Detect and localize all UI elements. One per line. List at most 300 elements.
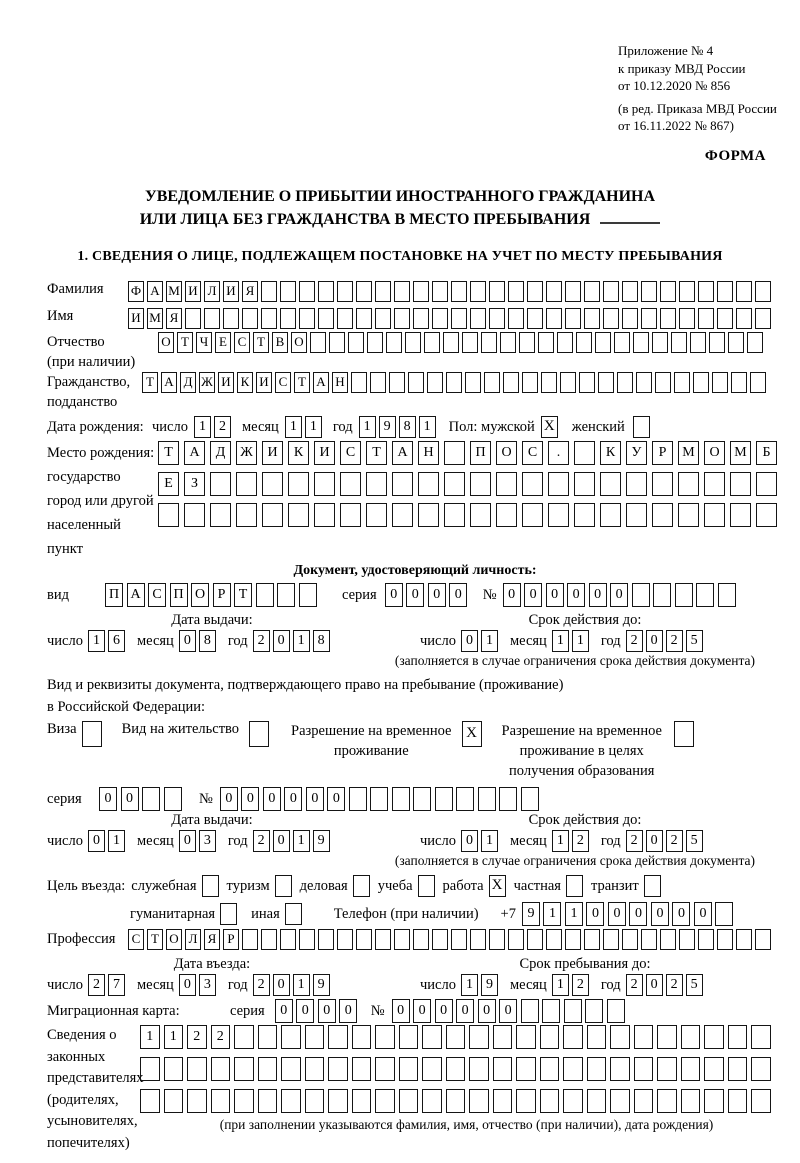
char-box[interactable]	[422, 1057, 442, 1081]
char-box[interactable]	[751, 1057, 771, 1081]
char-box[interactable]	[469, 1089, 489, 1113]
char-box[interactable]	[375, 1089, 395, 1113]
char-box[interactable]	[451, 281, 467, 302]
char-box[interactable]	[223, 308, 239, 329]
char-box[interactable]	[413, 281, 429, 302]
char-box[interactable]	[142, 787, 160, 811]
char-box[interactable]: 1	[461, 974, 478, 996]
char-box[interactable]	[329, 332, 345, 353]
char-box[interactable]	[610, 1025, 630, 1049]
char-box[interactable]: Ф	[128, 281, 144, 302]
char-box[interactable]: Б	[756, 441, 777, 465]
char-box[interactable]	[736, 929, 752, 950]
char-box[interactable]	[548, 503, 569, 527]
char-box[interactable]	[641, 281, 657, 302]
char-box[interactable]	[210, 472, 231, 496]
char-box[interactable]: Ч	[196, 332, 212, 353]
char-box[interactable]	[413, 308, 429, 329]
char-box[interactable]: И	[314, 441, 335, 465]
char-box[interactable]	[394, 281, 410, 302]
char-box[interactable]: 0	[503, 583, 521, 607]
char-box[interactable]: Т	[234, 583, 252, 607]
char-box[interactable]: 2	[666, 974, 683, 996]
char-box[interactable]: 2	[211, 1025, 231, 1049]
char-box[interactable]	[405, 332, 421, 353]
char-box[interactable]	[187, 1089, 207, 1113]
char-box[interactable]	[522, 372, 538, 393]
char-box[interactable]	[709, 332, 725, 353]
char-box[interactable]: 0	[499, 999, 517, 1023]
char-box[interactable]	[422, 1089, 442, 1113]
char-box[interactable]: А	[161, 372, 177, 393]
char-box[interactable]: 0	[318, 999, 336, 1023]
char-box[interactable]: 0	[284, 787, 302, 811]
char-box[interactable]	[242, 929, 258, 950]
char-box[interactable]	[584, 308, 600, 329]
char-box[interactable]	[187, 1057, 207, 1081]
char-box[interactable]	[696, 583, 714, 607]
char-box[interactable]: М	[730, 441, 751, 465]
char-box[interactable]: Р	[223, 929, 239, 950]
char-box[interactable]	[375, 929, 391, 950]
sex-male-checkbox[interactable]: X	[541, 416, 558, 438]
char-box[interactable]	[610, 1057, 630, 1081]
char-box[interactable]	[652, 503, 673, 527]
char-box[interactable]	[446, 1089, 466, 1113]
char-box[interactable]: 0	[179, 630, 196, 652]
char-box[interactable]	[641, 929, 657, 950]
char-box[interactable]: 2	[626, 974, 643, 996]
char-box[interactable]: Т	[158, 441, 179, 465]
char-box[interactable]: Л	[204, 281, 220, 302]
char-box[interactable]	[751, 1025, 771, 1049]
sex-female-checkbox[interactable]	[633, 416, 650, 438]
char-box[interactable]	[258, 1025, 278, 1049]
char-box[interactable]	[451, 308, 467, 329]
char-box[interactable]	[470, 308, 486, 329]
char-box[interactable]: Е	[215, 332, 231, 353]
char-box[interactable]	[508, 281, 524, 302]
char-box[interactable]	[256, 583, 274, 607]
char-box[interactable]: 2	[253, 974, 270, 996]
char-box[interactable]	[446, 1057, 466, 1081]
char-box[interactable]	[563, 1025, 583, 1049]
char-box[interactable]	[305, 1057, 325, 1081]
char-box[interactable]: 0	[263, 787, 281, 811]
char-box[interactable]	[704, 1089, 724, 1113]
char-box[interactable]	[632, 583, 650, 607]
char-box[interactable]: 1	[293, 830, 310, 852]
char-box[interactable]	[318, 308, 334, 329]
char-box[interactable]	[236, 472, 257, 496]
char-box[interactable]	[717, 308, 733, 329]
char-box[interactable]: А	[392, 441, 413, 465]
char-box[interactable]: 1	[194, 416, 211, 438]
char-box[interactable]: 9	[379, 416, 396, 438]
char-box[interactable]: 0	[413, 999, 431, 1023]
char-box[interactable]	[718, 583, 736, 607]
char-box[interactable]	[698, 308, 714, 329]
char-box[interactable]: 0	[241, 787, 259, 811]
char-box[interactable]	[603, 929, 619, 950]
char-box[interactable]	[281, 1025, 301, 1049]
char-box[interactable]	[698, 281, 714, 302]
char-box[interactable]	[493, 1089, 513, 1113]
char-box[interactable]: А	[127, 583, 145, 607]
char-box[interactable]: 2	[626, 830, 643, 852]
char-box[interactable]: 0	[275, 999, 293, 1023]
char-box[interactable]: Н	[418, 441, 439, 465]
char-box[interactable]	[681, 1057, 701, 1081]
char-box[interactable]: 0	[610, 583, 628, 607]
char-box[interactable]: К	[237, 372, 253, 393]
char-box[interactable]	[657, 1025, 677, 1049]
char-box[interactable]	[585, 999, 603, 1023]
char-box[interactable]	[478, 787, 496, 811]
char-box[interactable]	[140, 1057, 160, 1081]
char-box[interactable]: Т	[253, 332, 269, 353]
char-box[interactable]	[262, 503, 283, 527]
char-box[interactable]: Т	[142, 372, 158, 393]
char-box[interactable]	[508, 929, 524, 950]
char-box[interactable]	[564, 999, 582, 1023]
char-box[interactable]: 0	[461, 830, 478, 852]
char-box[interactable]	[546, 308, 562, 329]
char-box[interactable]	[540, 1089, 560, 1113]
char-box[interactable]	[541, 372, 557, 393]
char-box[interactable]: 0	[456, 999, 474, 1023]
char-box[interactable]: Т	[366, 441, 387, 465]
char-box[interactable]	[299, 281, 315, 302]
place-blank-line[interactable]	[600, 219, 660, 224]
char-box[interactable]: И	[223, 281, 239, 302]
char-box[interactable]	[657, 1057, 677, 1081]
char-box[interactable]: 2	[572, 974, 589, 996]
char-box[interactable]	[560, 372, 576, 393]
char-box[interactable]: И	[128, 308, 144, 329]
char-box[interactable]	[444, 441, 465, 465]
char-box[interactable]: 0	[179, 830, 196, 852]
char-box[interactable]	[427, 372, 443, 393]
char-box[interactable]	[704, 1025, 724, 1049]
char-box[interactable]: 0	[88, 830, 105, 852]
char-box[interactable]	[603, 308, 619, 329]
char-box[interactable]	[366, 472, 387, 496]
char-box[interactable]	[470, 929, 486, 950]
char-box[interactable]	[698, 929, 714, 950]
char-box[interactable]	[299, 929, 315, 950]
char-box[interactable]	[496, 503, 517, 527]
char-box[interactable]	[622, 281, 638, 302]
char-box[interactable]: 3	[199, 974, 216, 996]
char-box[interactable]: О	[158, 332, 174, 353]
char-box[interactable]	[462, 332, 478, 353]
char-box[interactable]: 1	[359, 416, 376, 438]
char-box[interactable]: Я	[166, 308, 182, 329]
char-box[interactable]: 0	[121, 787, 139, 811]
char-box[interactable]: Н	[332, 372, 348, 393]
char-box[interactable]	[399, 1057, 419, 1081]
char-box[interactable]	[366, 503, 387, 527]
char-box[interactable]: 0	[651, 902, 669, 926]
char-box[interactable]: С	[148, 583, 166, 607]
char-box[interactable]	[755, 929, 771, 950]
char-box[interactable]	[660, 929, 676, 950]
char-box[interactable]: 0	[589, 583, 607, 607]
char-box[interactable]	[140, 1089, 160, 1113]
char-box[interactable]	[717, 281, 733, 302]
char-box[interactable]	[678, 503, 699, 527]
purpose-commercial-checkbox[interactable]	[353, 875, 370, 897]
char-box[interactable]: С	[522, 441, 543, 465]
char-box[interactable]	[340, 503, 361, 527]
char-box[interactable]: 1	[543, 902, 561, 926]
char-box[interactable]	[299, 583, 317, 607]
char-box[interactable]	[392, 787, 410, 811]
char-box[interactable]	[731, 372, 747, 393]
char-box[interactable]	[413, 787, 431, 811]
char-box[interactable]	[652, 332, 668, 353]
char-box[interactable]	[242, 308, 258, 329]
char-box[interactable]	[234, 1057, 254, 1081]
char-box[interactable]	[595, 332, 611, 353]
char-box[interactable]: 9	[481, 974, 498, 996]
char-box[interactable]	[563, 1057, 583, 1081]
char-box[interactable]	[579, 372, 595, 393]
char-box[interactable]	[574, 503, 595, 527]
char-box[interactable]	[527, 281, 543, 302]
char-box[interactable]	[493, 1025, 513, 1049]
char-box[interactable]	[626, 472, 647, 496]
char-box[interactable]	[693, 372, 709, 393]
char-box[interactable]	[451, 929, 467, 950]
char-box[interactable]	[540, 1057, 560, 1081]
char-box[interactable]	[367, 332, 383, 353]
char-box[interactable]	[679, 281, 695, 302]
char-box[interactable]: 5	[686, 974, 703, 996]
char-box[interactable]	[546, 281, 562, 302]
char-box[interactable]	[603, 281, 619, 302]
char-box[interactable]: 5	[686, 830, 703, 852]
residence-permit-checkbox[interactable]	[249, 721, 269, 747]
char-box[interactable]	[508, 308, 524, 329]
char-box[interactable]	[516, 1025, 536, 1049]
char-box[interactable]: Я	[242, 281, 258, 302]
char-box[interactable]	[584, 281, 600, 302]
char-box[interactable]	[542, 999, 560, 1023]
char-box[interactable]	[375, 1057, 395, 1081]
char-box[interactable]	[671, 332, 687, 353]
char-box[interactable]: 1	[572, 630, 589, 652]
char-box[interactable]	[565, 929, 581, 950]
char-box[interactable]	[690, 332, 706, 353]
char-box[interactable]	[348, 332, 364, 353]
char-box[interactable]	[548, 472, 569, 496]
char-box[interactable]	[681, 1089, 701, 1113]
char-box[interactable]	[158, 503, 179, 527]
char-box[interactable]	[444, 503, 465, 527]
char-box[interactable]: Т	[294, 372, 310, 393]
char-box[interactable]: В	[272, 332, 288, 353]
char-box[interactable]	[310, 332, 326, 353]
char-box[interactable]: 1	[305, 416, 322, 438]
purpose-business-checkbox[interactable]	[202, 875, 219, 897]
char-box[interactable]: 8	[199, 630, 216, 652]
char-box[interactable]	[432, 308, 448, 329]
char-box[interactable]	[730, 472, 751, 496]
char-box[interactable]	[598, 372, 614, 393]
char-box[interactable]: 3	[199, 830, 216, 852]
char-box[interactable]: А	[313, 372, 329, 393]
char-box[interactable]: С	[340, 441, 361, 465]
char-box[interactable]	[392, 503, 413, 527]
char-box[interactable]	[164, 787, 182, 811]
char-box[interactable]	[394, 308, 410, 329]
char-box[interactable]: 0	[339, 999, 357, 1023]
char-box[interactable]	[418, 472, 439, 496]
char-box[interactable]: 2	[187, 1025, 207, 1049]
char-box[interactable]	[674, 372, 690, 393]
char-box[interactable]	[337, 929, 353, 950]
char-box[interactable]	[352, 1089, 372, 1113]
char-box[interactable]: И	[256, 372, 272, 393]
char-box[interactable]: 8	[313, 630, 330, 652]
char-box[interactable]	[747, 332, 763, 353]
char-box[interactable]: 1	[164, 1025, 184, 1049]
char-box[interactable]: 1	[481, 830, 498, 852]
char-box[interactable]	[394, 929, 410, 950]
char-box[interactable]: Т	[177, 332, 193, 353]
char-box[interactable]	[717, 929, 733, 950]
char-box[interactable]	[408, 372, 424, 393]
char-box[interactable]: 2	[626, 630, 643, 652]
char-box[interactable]	[755, 308, 771, 329]
char-box[interactable]	[258, 1089, 278, 1113]
char-box[interactable]	[527, 308, 543, 329]
char-box[interactable]: 1	[481, 630, 498, 652]
char-box[interactable]	[728, 1057, 748, 1081]
char-box[interactable]: 0	[646, 630, 663, 652]
char-box[interactable]	[164, 1057, 184, 1081]
char-box[interactable]	[349, 787, 367, 811]
char-box[interactable]: 0	[646, 974, 663, 996]
char-box[interactable]	[521, 787, 539, 811]
rvp-checkbox[interactable]: X	[462, 721, 482, 747]
char-box[interactable]	[557, 332, 573, 353]
char-box[interactable]: 0	[435, 999, 453, 1023]
char-box[interactable]	[258, 1057, 278, 1081]
char-box[interactable]: О	[496, 441, 517, 465]
char-box[interactable]	[470, 472, 491, 496]
char-box[interactable]: 0	[428, 583, 446, 607]
purpose-tourism-checkbox[interactable]	[275, 875, 292, 897]
char-box[interactable]	[184, 503, 205, 527]
char-box[interactable]	[413, 929, 429, 950]
char-box[interactable]	[281, 1089, 301, 1113]
purpose-private-checkbox[interactable]	[566, 875, 583, 897]
char-box[interactable]: 1	[88, 630, 105, 652]
char-box[interactable]	[634, 1089, 654, 1113]
char-box[interactable]	[469, 1057, 489, 1081]
char-box[interactable]	[712, 372, 728, 393]
char-box[interactable]: 0	[567, 583, 585, 607]
char-box[interactable]	[622, 929, 638, 950]
char-box[interactable]: 0	[694, 902, 712, 926]
char-box[interactable]	[375, 281, 391, 302]
char-box[interactable]	[456, 787, 474, 811]
char-box[interactable]: 1	[293, 630, 310, 652]
char-box[interactable]	[280, 281, 296, 302]
char-box[interactable]: 0	[327, 787, 345, 811]
char-box[interactable]: М	[678, 441, 699, 465]
char-box[interactable]: Т	[147, 929, 163, 950]
char-box[interactable]	[675, 583, 693, 607]
char-box[interactable]: И	[262, 441, 283, 465]
char-box[interactable]: Д	[180, 372, 196, 393]
char-box[interactable]: 0	[99, 787, 117, 811]
char-box[interactable]: 0	[273, 830, 290, 852]
char-box[interactable]: 9	[313, 974, 330, 996]
char-box[interactable]: 0	[629, 902, 647, 926]
purpose-other-checkbox[interactable]	[285, 903, 302, 925]
char-box[interactable]	[481, 332, 497, 353]
char-box[interactable]	[641, 308, 657, 329]
char-box[interactable]	[636, 372, 652, 393]
char-box[interactable]	[280, 929, 296, 950]
char-box[interactable]	[234, 1025, 254, 1049]
char-box[interactable]	[756, 472, 777, 496]
char-box[interactable]	[728, 1025, 748, 1049]
char-box[interactable]: 2	[214, 416, 231, 438]
char-box[interactable]	[607, 999, 625, 1023]
purpose-transit-checkbox[interactable]	[644, 875, 661, 897]
char-box[interactable]	[318, 929, 334, 950]
char-box[interactable]	[356, 308, 372, 329]
char-box[interactable]	[446, 1025, 466, 1049]
char-box[interactable]	[634, 1025, 654, 1049]
char-box[interactable]: К	[600, 441, 621, 465]
char-box[interactable]	[340, 472, 361, 496]
char-box[interactable]	[337, 308, 353, 329]
char-box[interactable]	[164, 1089, 184, 1113]
char-box[interactable]	[652, 472, 673, 496]
char-box[interactable]	[305, 1089, 325, 1113]
char-box[interactable]	[538, 332, 554, 353]
char-box[interactable]	[328, 1089, 348, 1113]
char-box[interactable]: 2	[253, 630, 270, 652]
rvp-edu-checkbox[interactable]	[674, 721, 694, 747]
char-box[interactable]	[634, 1057, 654, 1081]
char-box[interactable]: .	[548, 441, 569, 465]
char-box[interactable]: 0	[646, 830, 663, 852]
char-box[interactable]: И	[218, 372, 234, 393]
char-box[interactable]: 1	[140, 1025, 160, 1049]
char-box[interactable]	[277, 583, 295, 607]
char-box[interactable]	[280, 308, 296, 329]
char-box[interactable]	[314, 472, 335, 496]
char-box[interactable]	[728, 332, 744, 353]
char-box[interactable]	[516, 1089, 536, 1113]
char-box[interactable]	[678, 472, 699, 496]
char-box[interactable]	[500, 332, 516, 353]
char-box[interactable]: 9	[522, 902, 540, 926]
char-box[interactable]	[540, 1025, 560, 1049]
char-box[interactable]: 7	[108, 974, 125, 996]
char-box[interactable]	[281, 1057, 301, 1081]
char-box[interactable]: С	[275, 372, 291, 393]
char-box[interactable]	[356, 281, 372, 302]
char-box[interactable]: Ж	[199, 372, 215, 393]
